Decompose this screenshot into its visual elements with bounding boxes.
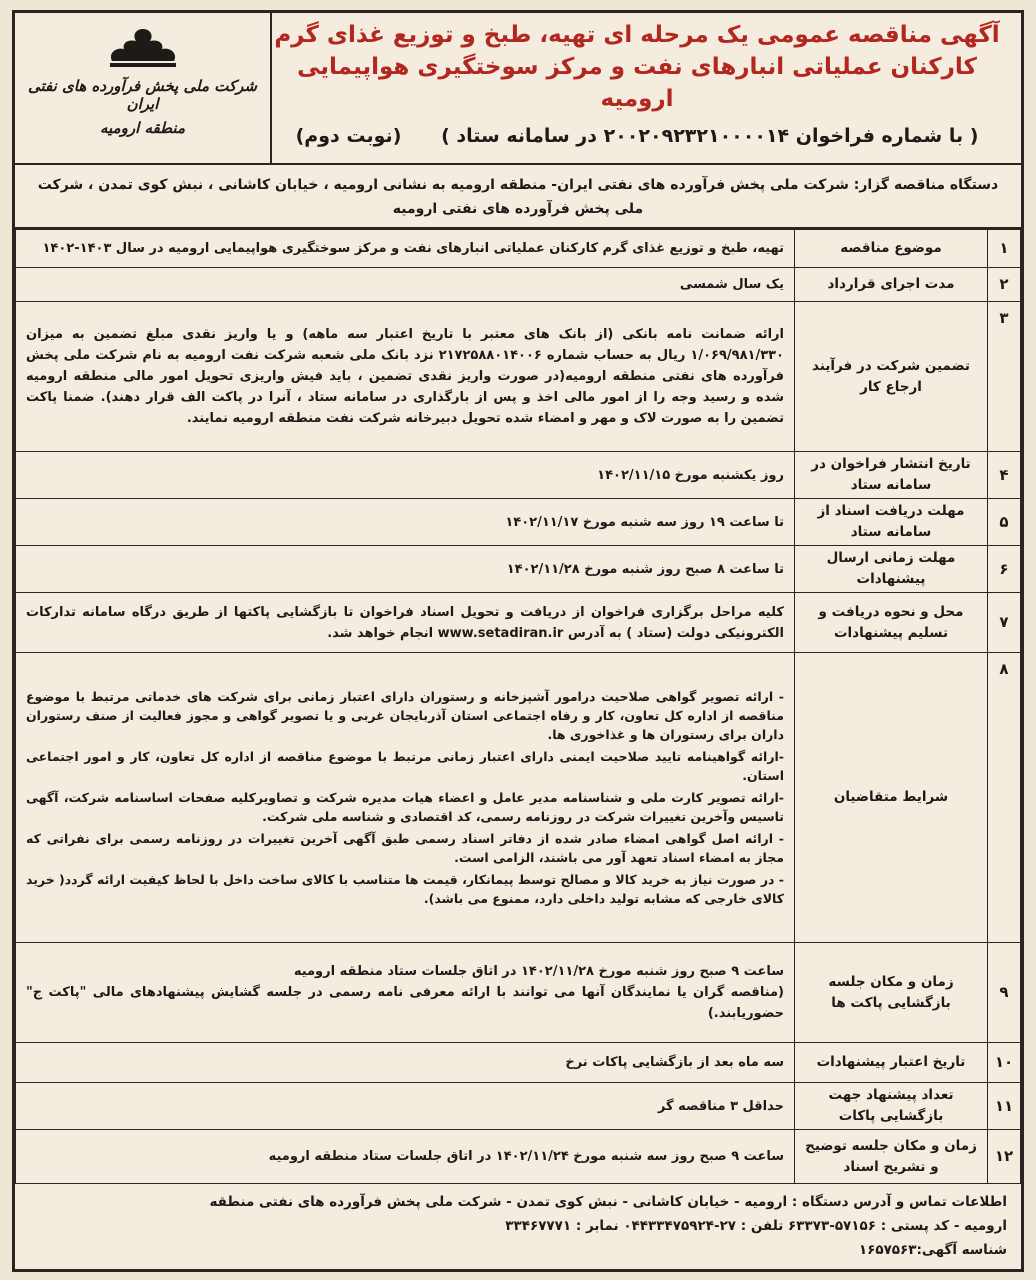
row-number: ۴ [988, 452, 1021, 499]
oil-company-logo-icon [98, 25, 188, 71]
table-row [16, 593, 1021, 653]
row-number: ۷ [988, 593, 1021, 653]
row-label: مدت اجرای قرارداد [795, 268, 988, 302]
contact-line-2: ارومیه - کد پستی : ۵۷۱۵۶-۶۳۳۷۳ تلفن : ۲۷-۰۴۴۳۳۴۷۵۹۲۴ نمابر : ۳۳۴۶۷۷۷۱ [505, 1218, 1007, 1234]
row-number: ۳ [988, 302, 1021, 452]
call-number: ( با شماره فراخوان ۲۰۰۲۰۹۲۳۲۱۰۰۰۰۱۴ در سامانه ستاد ) [441, 125, 979, 147]
table-row [16, 546, 1021, 593]
row-label: مهلت زمانی ارسال پیشنهادات [795, 546, 988, 593]
row-number: ۸ [988, 653, 1021, 943]
row-number: ۵ [988, 499, 1021, 546]
table-row [16, 452, 1021, 499]
table-row [16, 302, 1021, 452]
row-value [16, 943, 795, 1043]
row-value: حداقل ۳ مناقصه گر [16, 1083, 795, 1130]
row-number: ۱۲ [988, 1130, 1021, 1184]
row-label: محل و نحوه دریافت و تسلیم پیشنهادات [795, 593, 988, 653]
row-number: ۶ [988, 546, 1021, 593]
condition-item: -ارائه تصویر کارت ملی و شناسنامه مدیر عامل و اعضاء هیات مدیره شرکت و تصاویرکلیه صفحات اساسنامه شرکت، آگهی تاسیس وآخرین تغییرات شرکت در روزنامه رسمی، کد اقتصادی و شناسه ملی شرکت. [26, 790, 784, 824]
title-line-2: کارکنان عملیاتی انبارهای نفت و مرکز سوختگیری هواپیمایی ارومیه [297, 54, 977, 112]
row-value: تا ساعت ۸ صبح روز شنبه مورخ ۱۴۰۲/۱۱/۲۸ [16, 546, 795, 593]
company-name: شرکت ملی پخش فرآورده های نفتی ایران [28, 77, 257, 113]
row-value: روز یکشنبه مورخ ۱۴۰۲/۱۱/۱۵ [16, 452, 795, 499]
row-label: زمان و مکان جلسه توضیح و تشریح اسناد [795, 1130, 988, 1184]
row-label: تاریخ اعتبار پیشنهادات [795, 1043, 988, 1083]
row-value: تهیه، طبخ و توزیع غذای گرم کارکنان عملیاتی انبارهای نفت و مرکز سوختگیری هواپیمایی ارومیه در سال ۱۴۰۳-۱۴۰۲ [16, 230, 795, 268]
table-row [16, 268, 1021, 302]
table-row [16, 499, 1021, 546]
company-region: منطقه ارومیه [100, 119, 185, 137]
call-number-line [267, 121, 1007, 151]
tender-notice [12, 10, 1024, 1272]
opening-session-time: ساعت ۹ صبح روز شنبه مورخ ۱۴۰۲/۱۱/۲۸ در اتاق جلسات ستاد منطقه ارومیه [293, 964, 784, 979]
condition-item: -ارائه گواهینامه تایید صلاحیت ایمنی دارای اعتبار زمانی مرتبط با موضوع مناقصه از اداره کل تعاون، کار و امور اجتماعی استان. [26, 749, 784, 783]
row-number: ۱۱ [988, 1083, 1021, 1130]
table-row [16, 1083, 1021, 1130]
conditions-list [16, 653, 795, 943]
row-value: کلیه مراحل برگزاری فراخوان از دریافت و تحویل اسناد فراخوان تا بازگشایی پاکتها از طریق درگاه سامانه تدارکات الکترونیکی دولت (ستاد ) به آدرس www.setadiran.ir انجام خواهد شد. [16, 593, 795, 653]
opening-session-note: (مناقصه گران یا نمایندگان آنها می توانند با ارائه معرفی نامه رسمی در جلسه گشایش پیشنهادهای مالی "پاکت ج" حضوریابند.) [26, 985, 784, 1021]
tender-details-table [15, 229, 1021, 1184]
issuer-line: دستگاه مناقصه گزار: شرکت ملی پخش فرآورده های نفتی ایران- منطقه ارومیه به نشانی ارومیه ، خیابان کاشانی ، نبش کوی تمدن ، شرکت ملی پخش فرآورده های نفتی ارومیه [15, 165, 1021, 229]
condition-item: - ارائه تصویر گواهی صلاحیت درامور آشپزخانه و رستوران دارای اعتبار زمانی برای شرکت های خدماتی مرتبط با موضوع مناقصه از اداره کل تعاون، کار و رفاه اجتماعی استان آذربایجان غربی و یا تصویر گواهی و مجوز فعالیت از صنف رستوران داران برای رستوران ها و غذاخوری ها. [26, 689, 784, 742]
contact-footer [15, 1184, 1021, 1268]
row-label: تعداد پیشنهاد جهت بازگشایی پاکات [795, 1083, 988, 1130]
contact-line-1: اطلاعات تماس و آدرس دستگاه : ارومیه - خیابان کاشانی - نبش کوی تمدن - شرکت ملی پخش فرآورده های نفتی منطقه [209, 1194, 1007, 1210]
row-number: ۹ [988, 943, 1021, 1043]
row-value: سه ماه بعد از بازگشایی پاکات نرخ [16, 1043, 795, 1083]
round-label: (نوبت دوم) [295, 125, 402, 147]
row-label: زمان و مکان جلسه بازگشایی پاکت ها [795, 943, 988, 1043]
row-number: ۱۰ [988, 1043, 1021, 1083]
row-value: تا ساعت ۱۹ روز سه شنبه مورخ ۱۴۰۲/۱۱/۱۷ [16, 499, 795, 546]
row-number: ۲ [988, 268, 1021, 302]
row-number: ۱ [988, 230, 1021, 268]
table-row [16, 1043, 1021, 1083]
row-value: ساعت ۹ صبح روز سه شنبه مورخ ۱۴۰۲/۱۱/۲۴ در اتاق جلسات ستاد منطقه ارومیه [16, 1130, 795, 1184]
notice-id: شناسه آگهی:۱۶۵۷۵۶۳ [858, 1242, 1007, 1258]
notice-header [15, 13, 1021, 165]
row-label: شرایط متقاضیان [795, 653, 988, 943]
table-row [16, 943, 1021, 1043]
row-value: ارائه ضمانت نامه بانکی (از بانک های معتبر با تاریخ اعتبار سه ماهه) و یا واریز نقدی مبلغ تضمین به میزان ۱/۰۶۹/۹۸۱/۳۳۰ ریال به حساب شماره ۲۱۷۲۵۸۸۰۱۴۰۰۶ نزد بانک ملی شعبه شرکت نفت ارومیه به نام شرکت ملی پخش فرآورده های نفتی منطقه ارومیه(در صورت واریز نقدی تضمین ، باید فیش واریزی تحویل امور مالی منطقه ارومیه شده و رسید وجه را از امور مالی اخذ و پس از بارگذاری در سامانه ستاد ، آنرا در پاکت الف قرار دهند). ضمنا پاکت تضمین را به صورت لاک و مهر و امضاء شده تحویل دبیرخانه شرکت نفت منطقه ارومیه نمایند. [16, 302, 795, 452]
table-row [16, 230, 1021, 268]
title-line-1: آگهی مناقصه عمومی یک مرحله ای تهیه، طبخ و توزیع غذای گرم [274, 22, 1000, 48]
table-row [16, 1130, 1021, 1184]
table-row [16, 653, 1021, 943]
condition-item: - در صورت نیاز به خرید کالا و مصالح توسط پیمانکار، قیمت ها متناسب با کالای ساخت داخل با لحاظ کیفیت ارائه گردد( خرید کالای خارجی که مشابه تولید داخلی دارد، ممنوع می باشد). [26, 872, 784, 906]
title-block [267, 19, 1007, 151]
company-logo-block [15, 13, 272, 163]
row-label: تاریخ انتشار فراخوان در سامانه ستاد [795, 452, 988, 499]
row-label: تضمین شرکت در فرآیند ارجاع کار [795, 302, 988, 452]
condition-item: - ارائه اصل گواهی امضاء صادر شده از دفاتر اسناد رسمی طبق آگهی آخرین تغییرات در روزنامه رسمی برای نفراتی که مجاز به امضاء اسناد تعهد آور می باشند، الزامی است. [26, 831, 784, 865]
row-value: یک سال شمسی [16, 268, 795, 302]
row-label: مهلت دریافت اسناد از سامانه ستاد [795, 499, 988, 546]
row-label: موضوع مناقصه [795, 230, 988, 268]
